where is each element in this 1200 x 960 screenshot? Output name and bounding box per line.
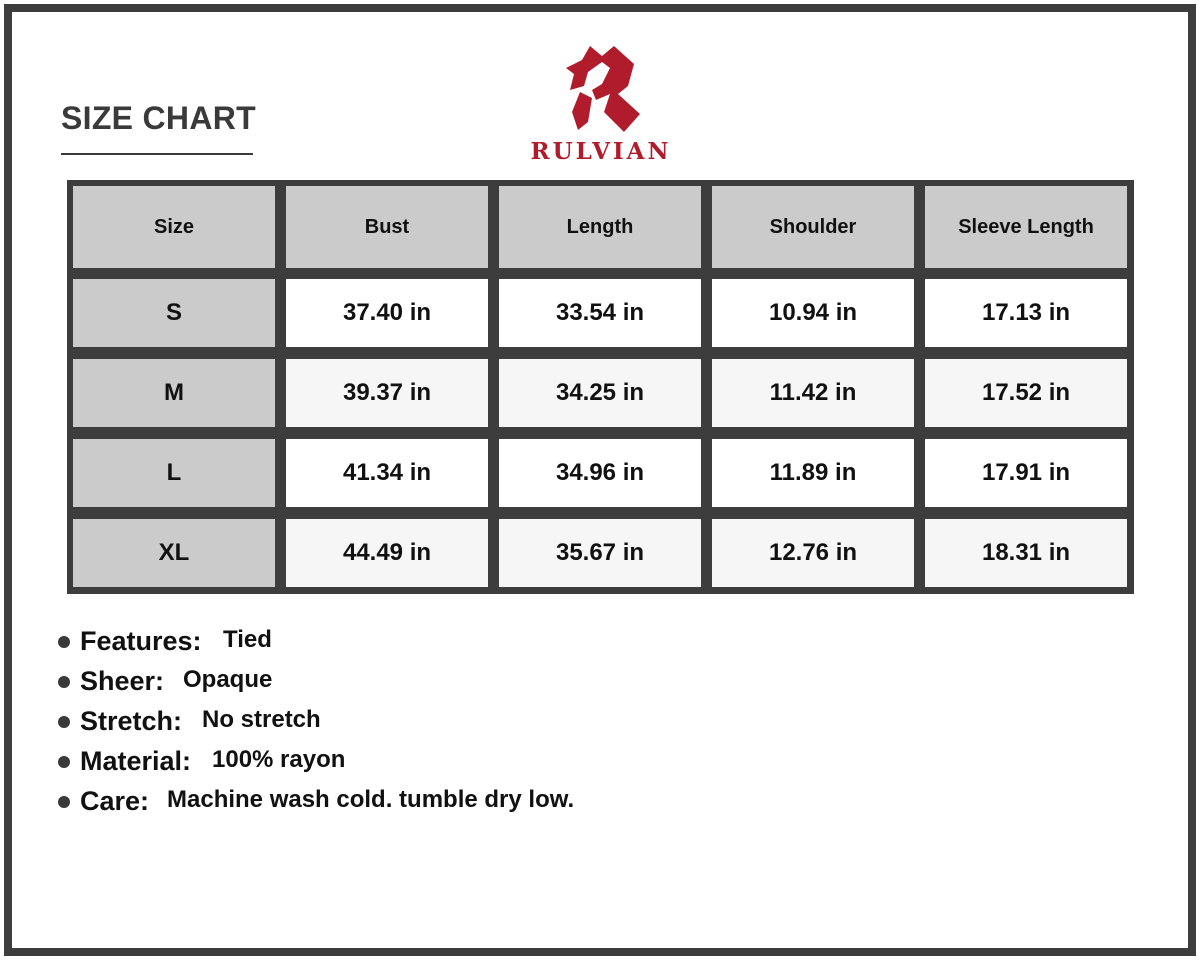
title-underline: [61, 153, 253, 155]
measurement-cell: 17.52 in: [925, 359, 1127, 427]
bullet-icon: [58, 796, 70, 808]
spec-label: Material:: [80, 746, 192, 776]
spec-label: Stretch:: [80, 706, 183, 736]
bullet-icon: [58, 636, 70, 648]
measurement-cell: 34.96 in: [499, 439, 701, 507]
column-header-shoulder: Shoulder: [712, 186, 914, 268]
measurement-cell: 41.34 in: [286, 439, 488, 507]
spec-label: Features:: [80, 626, 202, 656]
spec-value: 100% rayon: [212, 746, 346, 773]
measurement-cell: 10.94 in: [712, 279, 914, 347]
spec-label: Sheer:: [80, 666, 165, 696]
column-header-sleeve-length: Sleeve Length: [925, 186, 1127, 268]
page-title: SIZE CHART: [61, 100, 256, 136]
bullet-icon: [58, 676, 70, 688]
bullet-icon: [58, 716, 70, 728]
size-chart-table: [67, 180, 1134, 594]
measurement-cell: 18.31 in: [925, 519, 1127, 587]
column-header-size: Size: [73, 186, 275, 268]
spec-value: Machine wash cold. tumble dry low.: [167, 786, 575, 813]
bullet-icon: [58, 756, 70, 768]
measurement-cell: 44.49 in: [286, 519, 488, 587]
measurement-cell: 39.37 in: [286, 359, 488, 427]
column-header-length: Length: [499, 186, 701, 268]
measurement-cell: 34.25 in: [499, 359, 701, 427]
size-label-cell: XL: [73, 519, 275, 587]
size-label-cell: L: [73, 439, 275, 507]
spec-label: Care:: [80, 786, 150, 816]
size-label-cell: M: [73, 359, 275, 427]
brand-logo: [520, 42, 682, 166]
measurement-cell: 11.42 in: [712, 359, 914, 427]
column-header-bust: Bust: [286, 186, 488, 268]
brand-name: RULVIAN: [530, 138, 672, 165]
measurement-cell: 11.89 in: [712, 439, 914, 507]
measurement-cell: 17.91 in: [925, 439, 1127, 507]
measurement-cell: 33.54 in: [499, 279, 701, 347]
spec-value: No stretch: [202, 706, 321, 733]
size-label-cell: S: [73, 279, 275, 347]
measurement-cell: 12.76 in: [712, 519, 914, 587]
measurement-cell: 35.67 in: [499, 519, 701, 587]
measurement-cell: 17.13 in: [925, 279, 1127, 347]
spec-value: Tied: [223, 626, 272, 653]
measurement-cell: 37.40 in: [286, 279, 488, 347]
stylized-r-logo-icon: [562, 42, 642, 134]
spec-value: Opaque: [183, 666, 273, 693]
